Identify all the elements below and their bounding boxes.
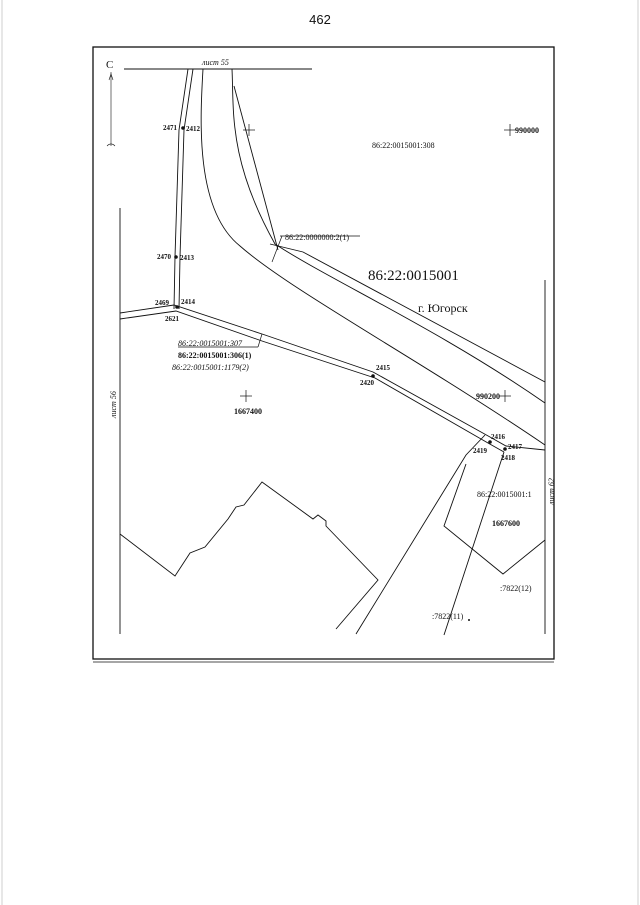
point-2416: 2416 [491, 433, 505, 441]
parcel-1-outline [356, 435, 545, 635]
label-parcel-1: 86:22:0015001:1 [477, 490, 532, 499]
point-2471: 2471 [163, 124, 177, 132]
sheet-label-left: лист 56 [109, 391, 118, 418]
label-grid-990000: 990000 [515, 126, 539, 135]
road-outline [201, 69, 545, 445]
label-block-number: 86:22:0015001 [368, 268, 459, 284]
point-2469: 2469 [155, 299, 169, 307]
point-2413: 2413 [180, 254, 194, 262]
point-2415: 2415 [376, 364, 390, 372]
label-part-12: :7822(12) [500, 584, 532, 593]
map-frame [93, 47, 554, 659]
parcel-boundary-vertical [174, 69, 193, 309]
point-2621: 2621 [165, 315, 179, 323]
label-parcel-1179: 86:22:0015001:1179(2) [172, 363, 249, 372]
point-2412: 2412 [186, 125, 200, 133]
page-number: 462 [309, 12, 331, 27]
parcel-boundary-horizontal [120, 305, 545, 452]
label-city: г. Югорск [418, 301, 468, 315]
north-letter: С [106, 59, 114, 71]
building-outline [120, 482, 378, 629]
point-2417: 2417 [508, 443, 522, 451]
label-parcel-306: 86:22:0015001:306(1) [178, 351, 252, 360]
point-2418: 2418 [501, 454, 515, 462]
boundary-points [174, 126, 507, 621]
grid-crosses [240, 124, 516, 402]
label-parcel-308: 86:22:0015001:308 [372, 141, 435, 150]
label-part-11: :7822(11) [432, 612, 464, 621]
label-road-parcel: 86:22:0000000:2(1) [285, 233, 349, 242]
sheet-label-top: лист 55 [202, 58, 229, 67]
point-2414: 2414 [181, 298, 195, 306]
point-2420: 2420 [360, 379, 374, 387]
label-grid-1667600: 1667600 [492, 519, 520, 528]
label-grid-1667400: 1667400 [234, 407, 262, 416]
sheet-label-right: лист 62 [547, 478, 556, 505]
label-grid-990200: 990200 [476, 392, 500, 401]
point-2419: 2419 [473, 447, 487, 455]
point-2470: 2470 [157, 253, 171, 261]
label-parcel-307: 86:22:0015001:307 [178, 339, 242, 348]
